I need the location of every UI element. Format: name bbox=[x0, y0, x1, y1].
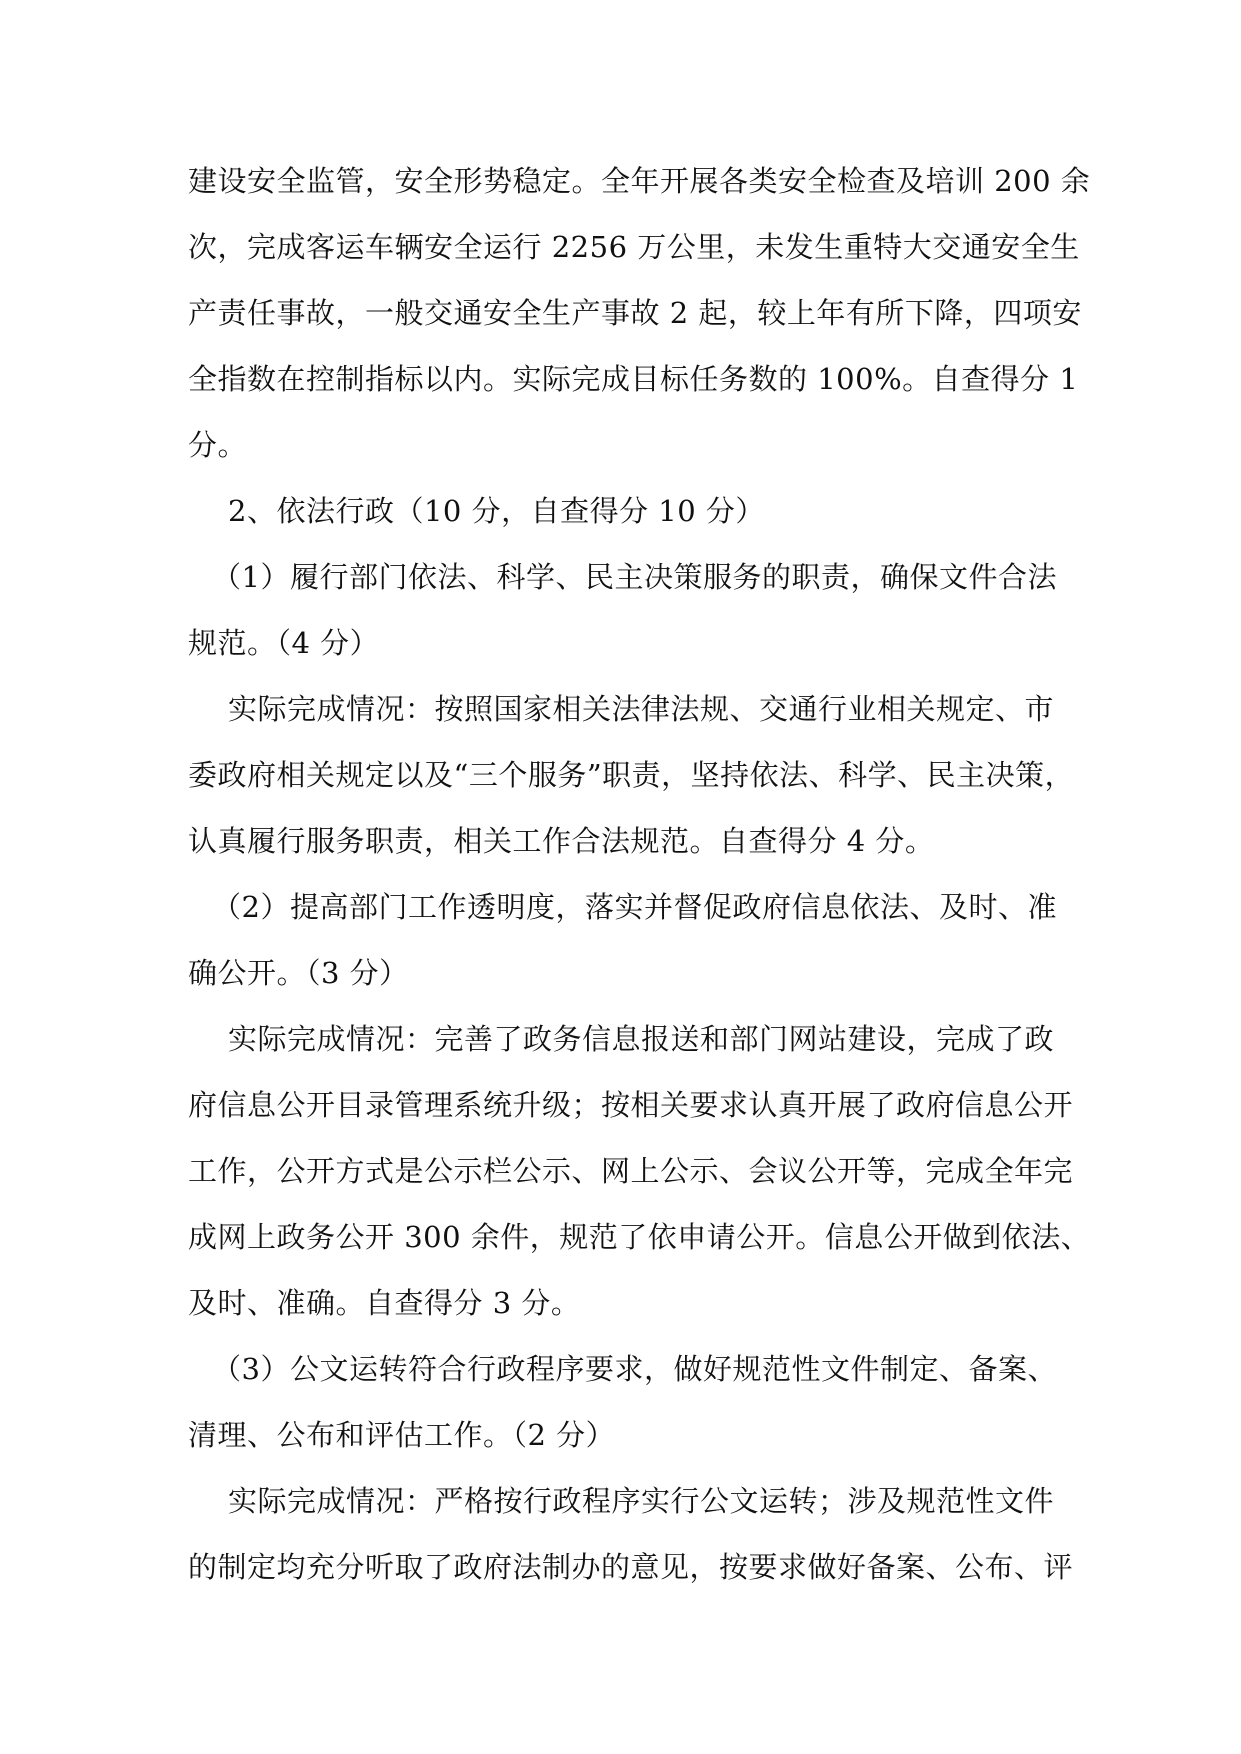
text-line: 实际完成情况：完善了政务信息报送和部门网站建设，完成了政 bbox=[228, 1022, 1055, 1056]
text-line: 规范。（4 分） bbox=[188, 626, 380, 660]
text-line: 成网上政务公开 300 余件，规范了依申请公开。信息公开做到依法、 bbox=[188, 1220, 1091, 1254]
text-line: 分。 bbox=[188, 428, 248, 462]
item-heading: （2）提高部门工作透明度，落实并督促政府信息依法、及时、准 bbox=[212, 890, 1057, 924]
text-line: 的制定均充分听取了政府法制办的意见，按要求做好备案、公布、评 bbox=[188, 1550, 1074, 1584]
text-line: 产责任事故，一般交通安全生产事故 2 起，较上年有所下降，四项安 bbox=[188, 296, 1082, 330]
text-line: 实际完成情况：严格按行政程序实行公文运转；涉及规范性文件 bbox=[228, 1484, 1055, 1518]
text-line: 确公开。（3 分） bbox=[188, 956, 409, 990]
item-heading: （3）公文运转符合行政程序要求，做好规范性文件制定、备案、 bbox=[212, 1352, 1057, 1386]
text-line: 实际完成情况：按照国家相关法律法规、交通行业相关规定、市 bbox=[228, 692, 1055, 726]
text-line: 清理、公布和评估工作。（2 分） bbox=[188, 1418, 616, 1452]
text-line: 建设安全监管，安全形势稳定。全年开展各类安全检查及培训 200 余 bbox=[188, 164, 1091, 198]
text-line: 及时、准确。自查得分 3 分。 bbox=[188, 1286, 581, 1320]
text-line: 次，完成客运车辆安全运行 2256 万公里，未发生重特大交通安全生 bbox=[188, 230, 1080, 264]
text-line: 府信息公开目录管理系统升级；按相关要求认真开展了政府信息公开 bbox=[188, 1088, 1074, 1122]
text-line: 认真履行服务职责，相关工作合法规范。自查得分 4 分。 bbox=[188, 824, 935, 858]
text-line: 委政府相关规定以及“三个服务”职责，坚持依法、科学、民主决策， bbox=[188, 758, 1075, 792]
item-heading: （1）履行部门依法、科学、民主决策服务的职责，确保文件合法 bbox=[212, 560, 1057, 594]
text-line: 全指数在控制指标以内。实际完成目标任务数的 100%。自查得分 1 bbox=[188, 362, 1079, 396]
document-body bbox=[188, 148, 1091, 1600]
section-heading: 2、依法行政（10 分，自查得分 10 分） bbox=[228, 494, 765, 528]
text-line: 工作，公开方式是公示栏公示、网上公示、会议公开等，完成全年完 bbox=[188, 1154, 1074, 1188]
